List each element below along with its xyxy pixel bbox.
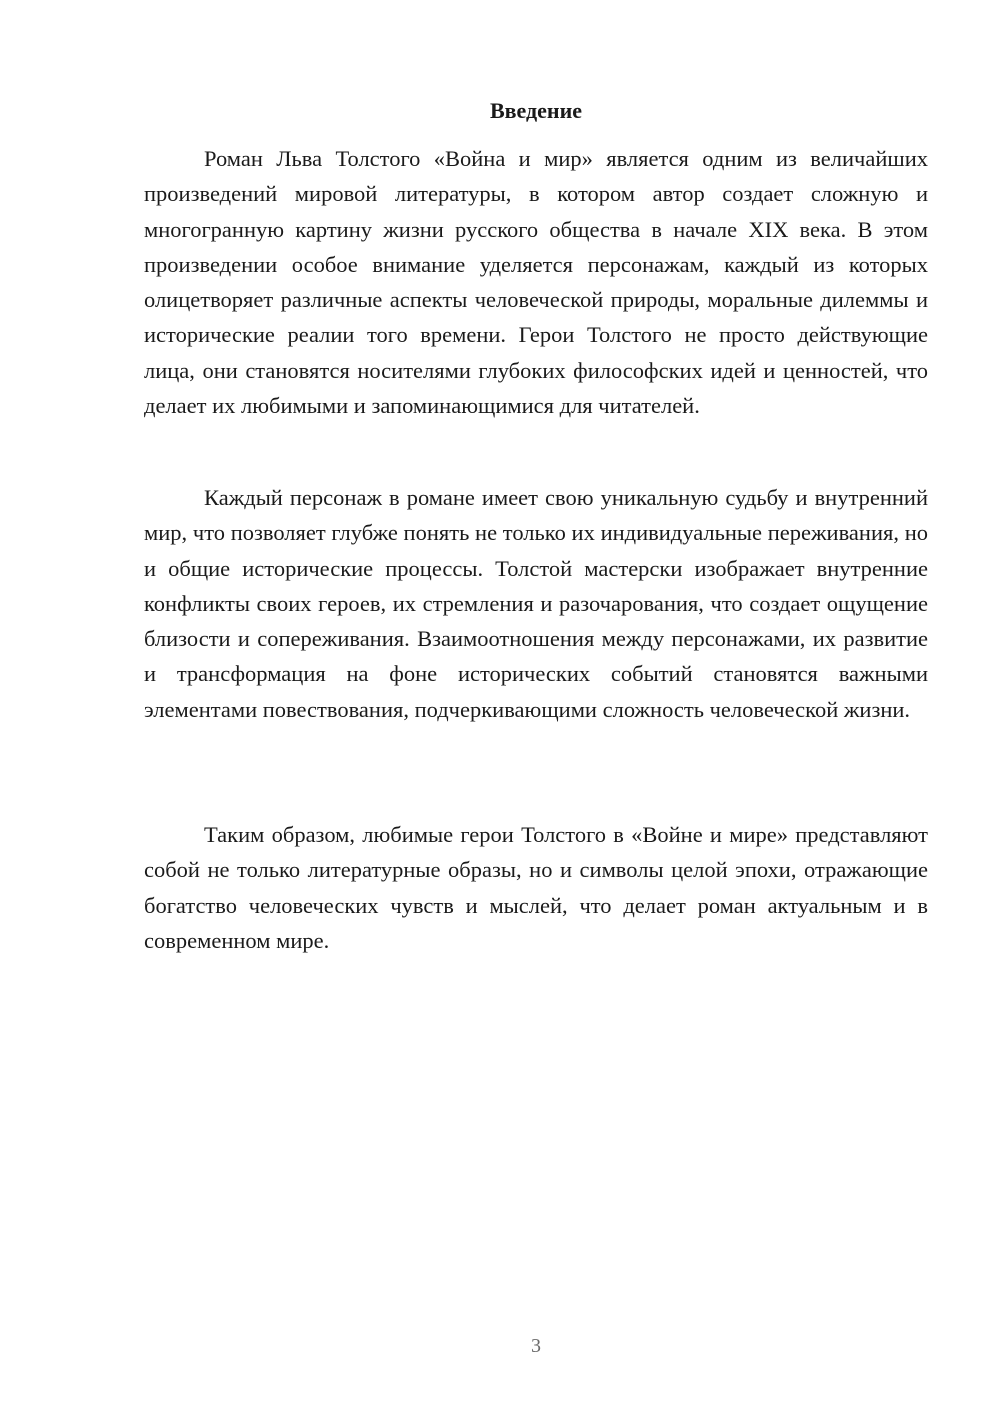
paragraph-1: Роман Льва Толстого «Война и мир» является одним из величайших произведений мировой литературы, в котором автор создает сложную и многогранную картину жизни русского общества в начале XIX века. В этом произведении особое внимание уделяется персонажам, каждый из которых олицетворяет различные аспекты человеческой природы, моральные дилеммы и исторические реалии того времени. Герои Толстого не просто действующие лица, они становятся носителями глубоких философских идей и ценностей, что делает их любимыми и запоминающимися для читателей. (144, 146, 928, 419)
paragraph-3: Таким образом, любимые герои Толстого в «Войне и мире» представляют собой не только литературные образы, но и символы целой эпохи, отражающие богатство человеческих чувств и мыслей, что делает роман актуальным и в современном мире. (144, 822, 928, 953)
paragraph-2: Каждый персонаж в романе имеет свою уникальную судьбу и внутренний мир, что позволяет глубже понять не только их индивидуальные переживания, но и общие исторические процессы. Толстой мастерски изображает внутренние конфликты своих героев, их стремления и разочарования, что создает ощущение близости и сопереживания. Взаимоотношения между персонажами, их развитие и трансформация на фоне исторических событий становятся важными элементами повествования, подчеркивающими сложность человеческой жизни. (144, 485, 928, 722)
page-number: 3 (531, 1335, 541, 1357)
page-title: Введение (489, 98, 583, 123)
